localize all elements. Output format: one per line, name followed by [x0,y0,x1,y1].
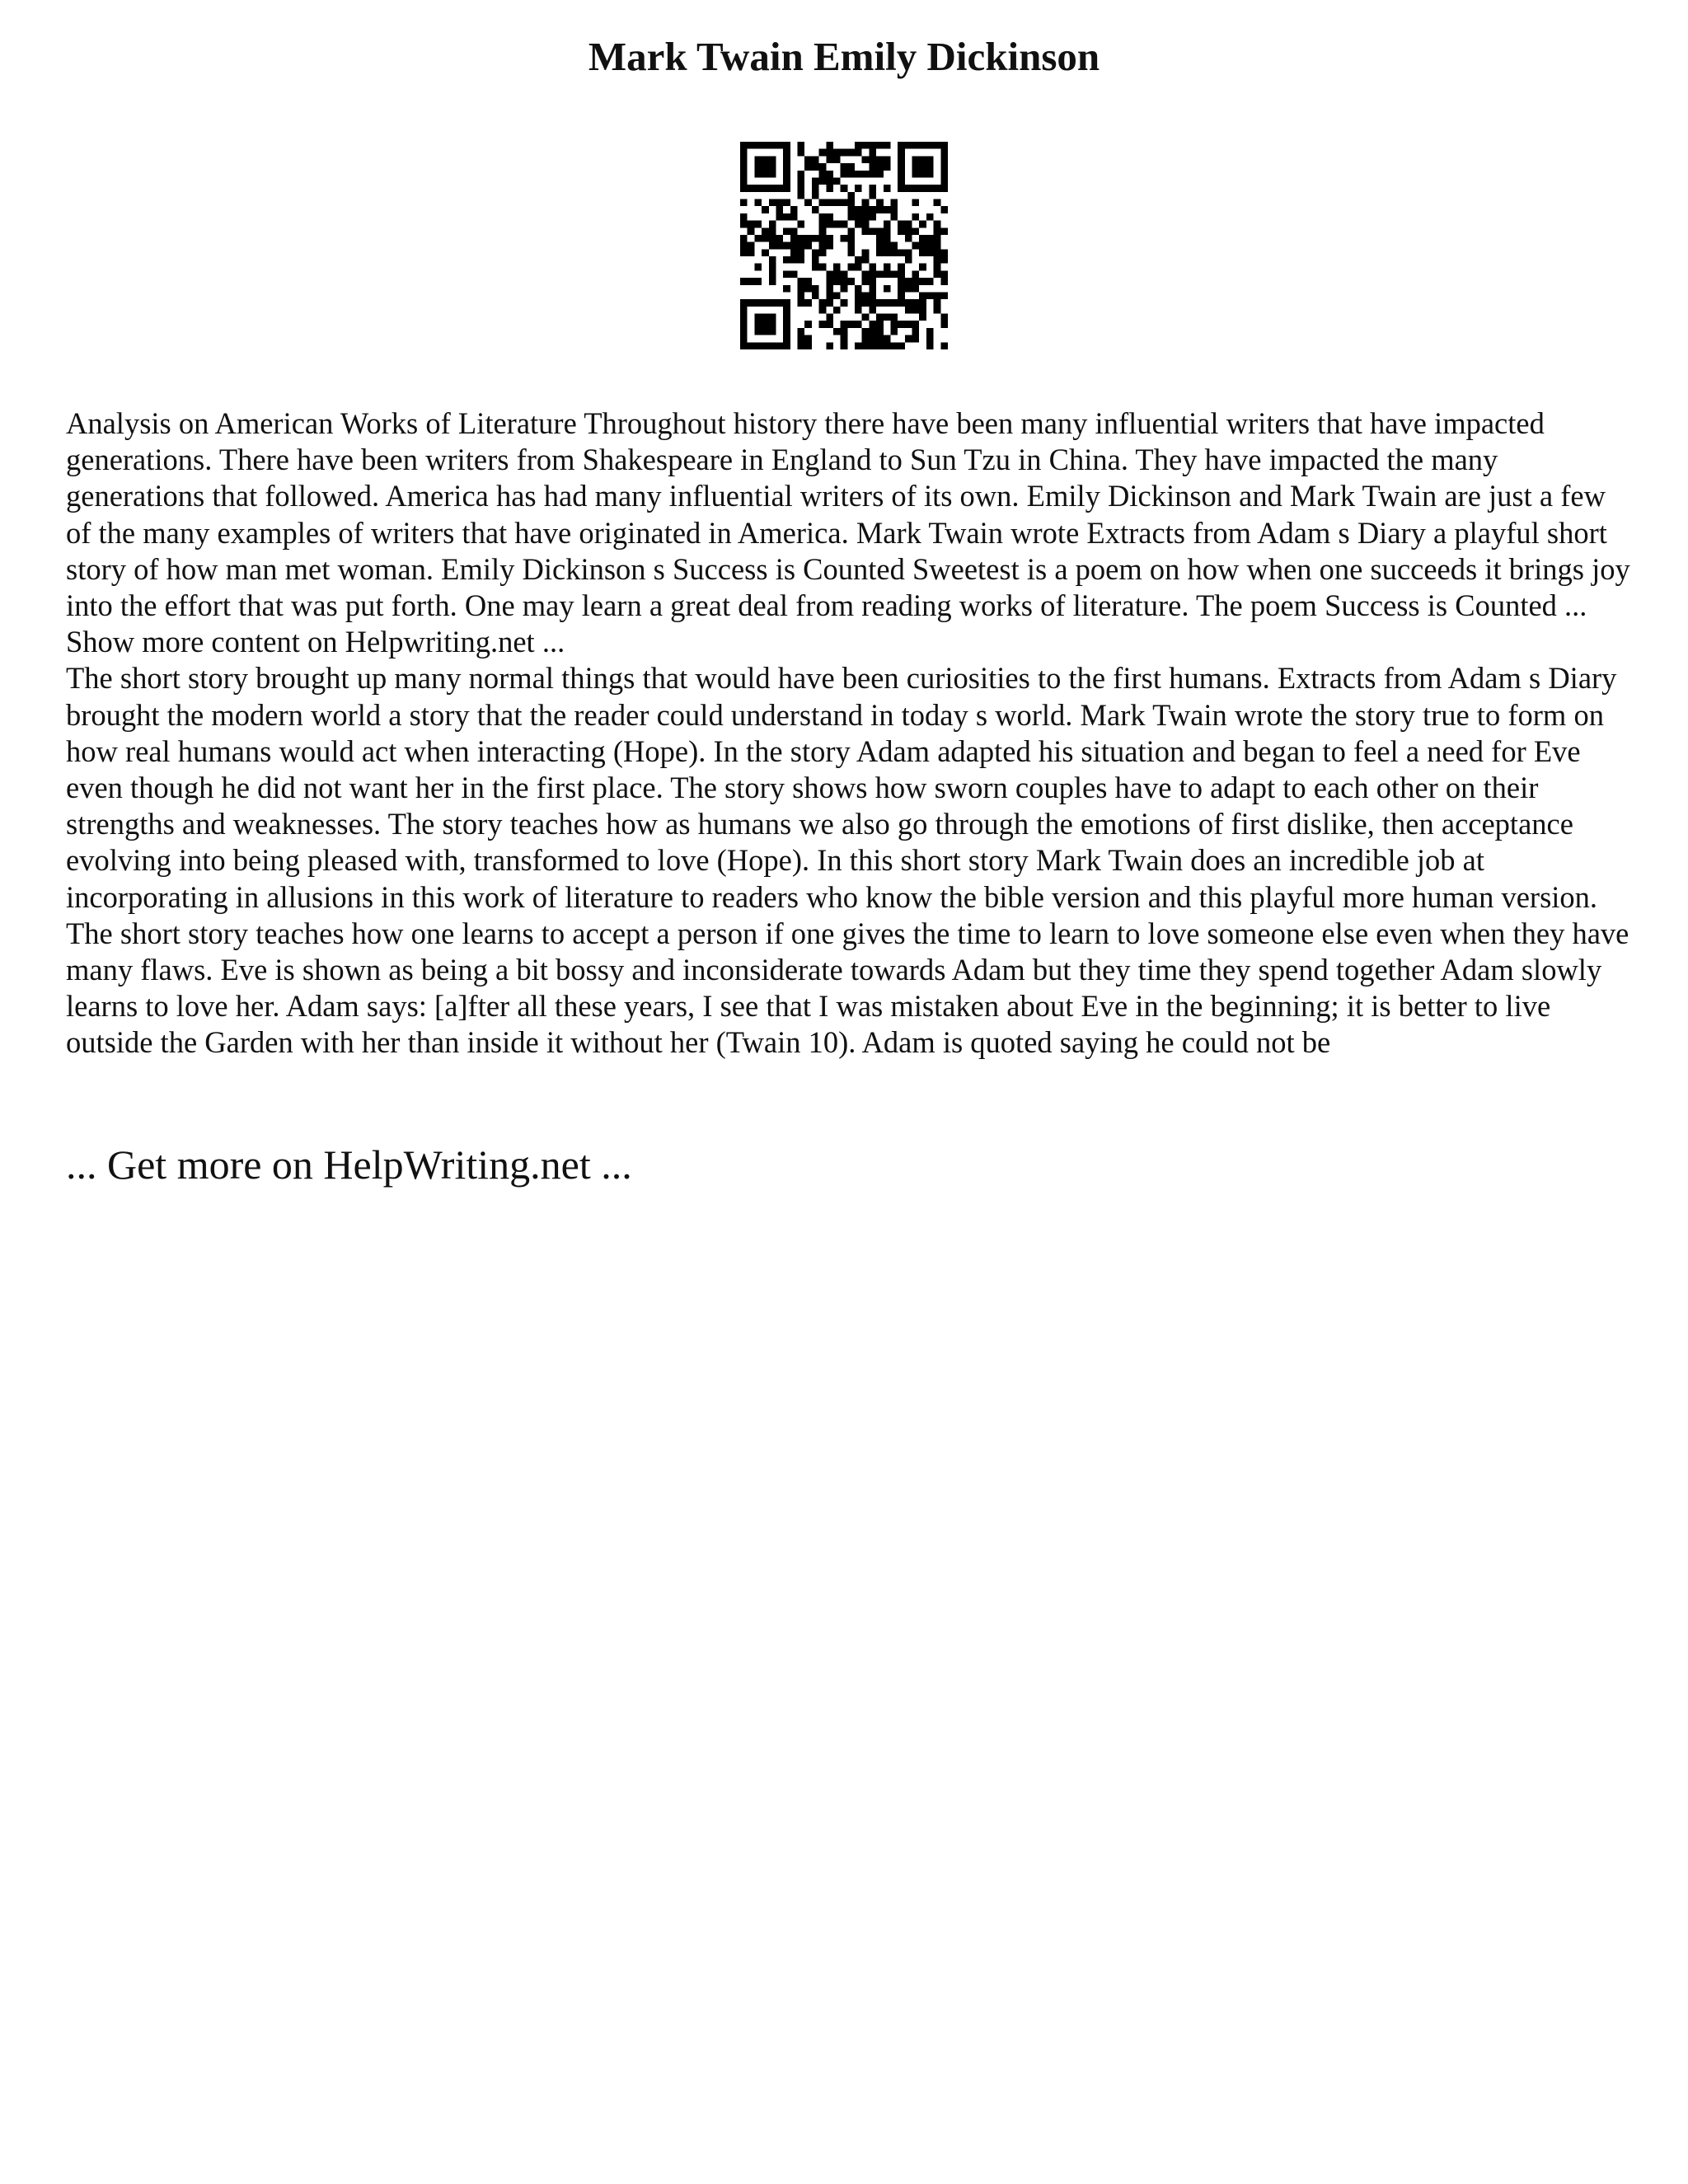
get-more-link[interactable]: ... Get more on HelpWriting.net ... [66,1141,632,1188]
page-title: Mark Twain Emily Dickinson [588,34,1100,79]
paragraph: The short story brought up many normal things that would have been curiosities to the first humans. Extracts from Adam s Diary brought the modern world a story that the reader could understand in today s world. Mark Twain wrote the story true to form on how real humans would act when interacting (Hope). In the story Adam adapted his situation and began to feel a need for Eve even though he did not want her in the first place. The story shows how sworn couples have to adapt to each other on their strengths and weaknesses. The story teaches how as humans we also go through the emotions of first dislike, then acceptance evolving into being pleased with, transformed to love (Hope). In this short story Mark Twain does an incredible job at incorporating in allusions in this work of literature to readers who know the bible version and this playful more human version. The short story teaches how one learns to accept a person if one gives the time to learn to love someone else even when they have many flaws. Eve is shown as being a bit bossy and inconsiderate towards Adam but they time they spend together Adam slowly learns to love her. Adam says: [a]fter all these years, I see that I was mistaken about Eve in the beginning; it is better to live outside the Garden with her than inside it without her (Twain 10). Adam is quoted saying he could not be [66,661,1629,1060]
document-body [66,405,1632,1062]
qr-code-icon [740,142,948,349]
paragraph: Analysis on American Works of Literature Throughout history there have been many influential writers that have impacted generations. There have been writers from Shakespeare in England to Sun Tzu in China. They have impacted the many generations that followed. America has had many influential writers of its own. Emily Dickinson and Mark Twain are just a few of the many examples of writers that have originated in America. Mark Twain wrote Extracts from Adam s Diary a playful short story of how man met woman. Emily Dickinson s Success is Counted Sweetest is a poem on how when one succeeds it brings joy into the effort that was put forth. One may learn a great deal from reading works of literature. The poem Success is Counted ... Show more content on Helpwriting.net ... [66,406,1630,659]
